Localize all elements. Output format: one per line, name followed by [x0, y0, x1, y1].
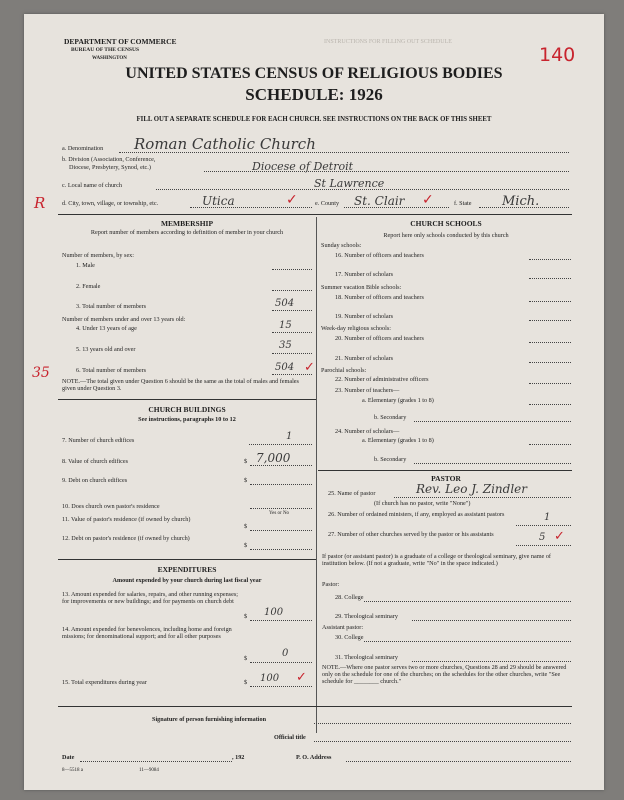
q20-label: 20. Number of officers and teachers: [335, 335, 424, 342]
q17-line: [529, 278, 571, 279]
q22-label: 22. Number of administrative officers: [335, 376, 429, 383]
q6-check: ✓: [304, 360, 315, 375]
buildings-divider: [58, 399, 316, 400]
q23-label: 23. Number of teachers—: [335, 387, 400, 394]
q25-value: Rev. Leo J. Zindler: [416, 482, 527, 496]
q5-value: 35: [279, 340, 292, 351]
q9-dollar: $: [244, 477, 248, 484]
q21-line: [529, 362, 571, 363]
q1-label: 1. Male: [76, 262, 95, 269]
signature-line: [314, 723, 571, 724]
schools-intro: Report here only schools conducted by this church: [383, 232, 509, 239]
census-form-sheet: [24, 14, 604, 790]
q15-value: 100: [260, 673, 280, 684]
pastor-title: PASTOR: [431, 474, 461, 483]
pastor-divider: [318, 470, 572, 471]
q13-value: 100: [264, 607, 284, 618]
q27-line: [516, 545, 571, 546]
q13-line: [250, 620, 312, 621]
q11-dollar: $: [244, 523, 248, 530]
q20-line: [529, 342, 571, 343]
q31-label: 31. Theological seminary: [335, 654, 398, 661]
expenditures-divider: [58, 559, 316, 560]
po-address-line: [346, 761, 571, 762]
print-number: 11—9084: [139, 768, 159, 773]
city-value: Utica: [202, 194, 235, 208]
q16-line: [529, 259, 571, 260]
city-check: ✓: [286, 192, 298, 208]
q14-dollar: $: [244, 655, 248, 662]
q23a-label: a. Elementary (grades 1 to 8): [362, 397, 434, 404]
membership-note: NOTE.—The total given under Question 6 should be the same as the total of males and females given under Question 3.: [62, 378, 299, 392]
q15-label: 15. Total expenditures during year: [62, 679, 147, 686]
q18-label: 18. Number of officers and teachers: [335, 294, 424, 301]
members-by-sex: Number of members, by sex:: [62, 252, 134, 259]
division-label-2: Diocese, Presbytery, Synod, etc.): [69, 164, 151, 171]
margin-mark-r: R: [34, 194, 46, 212]
q24a-line: [529, 444, 571, 445]
weekday-heading: Week-day religious schools:: [321, 325, 391, 332]
q27-label: 27. Number of other churches served by the pastor or his assistants: [328, 531, 494, 538]
instruction-line: FILL OUT A SEPARATE SCHEDULE FOR EACH CHURCH. SEE INSTRUCTIONS ON THE BACK OF THIS SHEET: [136, 116, 492, 123]
q5-label: 5. 13 years old and over: [76, 346, 136, 353]
q15-dollar: $: [244, 679, 248, 686]
graduate-note: If pastor (or assistant pastor) is a graduate of a college or theological seminary, give name of institution below. (If not a graduate, write "No" in the space indicated.): [322, 553, 551, 567]
bleed-through-text: INSTRUCTIONS FOR FILLING OUT SCHEDULE: [324, 39, 452, 45]
q13-label: 13. Amount expended for salaries, repairs, and other running expenses; for improvements or new buildings; and for payments on church debt: [62, 591, 238, 605]
q9-label: 9. Debt on church edifices: [62, 477, 128, 484]
q10-line: [250, 508, 312, 509]
q21-label: 21. Number of scholars: [335, 355, 394, 362]
age-heading: Number of members under and over 13 years old:: [62, 316, 186, 323]
form-title: UNITED STATES CENSUS OF RELIGIOUS BODIES: [125, 65, 503, 82]
schools-title: CHURCH SCHOOLS: [410, 219, 482, 228]
q27-value: 5: [539, 532, 546, 543]
q18-line: [529, 301, 571, 302]
q2-label: 2. Female: [76, 283, 101, 290]
q8-label: 8. Value of church edifices: [62, 458, 129, 465]
form-number: 8—5518 a: [62, 768, 83, 773]
official-title-line: [314, 741, 571, 742]
q8-value: 7,000: [256, 451, 291, 465]
official-title-label: Official title: [274, 734, 306, 741]
q14-value: 0: [282, 648, 289, 659]
state-value: Mich.: [502, 194, 540, 209]
q26-label: 26. Number of ordained ministers, if any, employed as assistant pastors: [328, 511, 505, 518]
county-check: ✓: [422, 192, 434, 208]
q3-value: 504: [275, 298, 295, 309]
corner-number: 140: [539, 44, 576, 66]
q1-line: [272, 269, 312, 270]
q23a-line: [529, 404, 571, 405]
q4-label: 4. Under 13 years of age: [76, 325, 137, 332]
membership-intro: Report number of members according to definition of member in your church: [90, 229, 284, 236]
assistant-label: Assistant pastor:: [322, 624, 364, 631]
footer-divider: [58, 706, 572, 707]
sunday-heading: Sunday schools:: [321, 242, 362, 249]
q25-label: 25. Name of pastor: [328, 490, 376, 497]
q7-value: 1: [286, 431, 293, 442]
margin-35: 35: [32, 365, 50, 381]
q26-line: [516, 525, 571, 526]
q26-value: 1: [544, 512, 551, 523]
schedule-title: SCHEDULE: 1926: [245, 85, 383, 104]
division-value: Diocese of Detroit: [252, 160, 354, 173]
q6-label: 6. Total number of members: [76, 367, 147, 374]
city-label: d. City, town, village, or township, etc.: [62, 200, 159, 207]
membership-title: MEMBERSHIP: [160, 219, 214, 228]
buildings-title: CHURCH BUILDINGS: [148, 405, 226, 414]
expenditures-subtitle: Amount expended by your church during last fiscal year: [112, 577, 262, 584]
county-label: e. County: [315, 200, 340, 207]
po-address-label: P. O. Address: [296, 754, 332, 761]
q7-line: [249, 444, 312, 445]
q27-check: ✓: [554, 529, 565, 544]
q24a-label: a. Elementary (grades 1 to 8): [362, 437, 434, 444]
q11-label: 11. Value of pastor's residence (if owned by church): [62, 516, 191, 523]
parochial-heading: Parochial schools:: [321, 367, 367, 374]
q3-line: [272, 310, 312, 311]
q2-line: [272, 290, 312, 291]
q8-line: [250, 465, 312, 466]
q30-label: 30. College: [335, 634, 364, 641]
denomination-label: a. Denomination: [62, 145, 104, 152]
column-divider: [316, 217, 317, 733]
county-value: St. Clair: [354, 194, 405, 208]
pastor-note: NOTE.—Where one pastor serves two or more churches, Questions 28 and 29 should be answered only on the schedule for one of the churches; on the schedules for the other churches, write "See schedule for ________ church.": [322, 664, 567, 685]
date-label: Date: [62, 754, 75, 761]
q12-dollar: $: [244, 542, 248, 549]
q24b-line: [414, 463, 571, 464]
q12-line: [250, 549, 312, 550]
local-name-label: c. Local name of church: [62, 182, 122, 189]
state-label: f. State: [454, 200, 472, 207]
q12-label: 12. Debt on pastor's residence (if owned by church): [62, 535, 190, 542]
q30-line: [364, 641, 571, 642]
bureau-label: BUREAU OF THE CENSUS: [71, 47, 140, 53]
q4-line: [272, 332, 312, 333]
q14-line: [250, 662, 312, 663]
q19-label: 19. Number of scholars: [335, 313, 394, 320]
q14-label: 14. Amount expended for benevolences, including home and foreign missions; for denominational support; and for all other purposes: [62, 626, 232, 640]
date-line: [80, 761, 232, 762]
city-label: WASHINGTON: [92, 56, 127, 61]
summer-heading: Summer vacation Bible schools:: [321, 284, 402, 291]
year-label: , 192: [232, 754, 245, 761]
q8-dollar: $: [244, 458, 248, 465]
q28-label: 28. College: [335, 594, 364, 601]
q29-label: 29. Theological seminary: [335, 613, 398, 620]
q23b-label: b. Secondary: [374, 414, 407, 421]
q29-line: [412, 620, 571, 621]
q9-line: [250, 484, 312, 485]
q16-label: 16. Number of officers and teachers: [335, 252, 424, 259]
q17-label: 17. Number of scholars: [335, 271, 394, 278]
buildings-subtitle: See instructions, paragraphs 10 to 12: [138, 416, 236, 423]
q5-line: [272, 353, 312, 354]
department-label: DEPARTMENT OF COMMERCE: [64, 37, 177, 46]
q15-line: [250, 686, 312, 687]
q7-label: 7. Number of church edifices: [62, 437, 135, 444]
signature-label: Signature of person furnishing information: [152, 716, 267, 723]
expenditures-title: EXPENDITURES: [157, 565, 217, 574]
q25-line: [394, 497, 571, 498]
q4-value: 15: [279, 320, 292, 331]
denomination-value: Roman Catholic Church: [134, 135, 316, 153]
q22-line: [529, 383, 571, 384]
q24-label: 24. Number of scholars—: [335, 428, 400, 435]
header-divider: [58, 214, 572, 215]
q15-check: ✓: [296, 670, 307, 685]
q31-line: [412, 661, 571, 662]
local-name-value: St Lawrence: [314, 177, 385, 190]
q11-line: [250, 530, 312, 531]
yes-no-hint: Yes or No: [269, 511, 290, 516]
q19-line: [529, 320, 571, 321]
q10-label: 10. Does church own pastor's residence: [62, 503, 160, 510]
pastor-label: Pastor:: [322, 581, 340, 588]
q6-value: 504: [275, 362, 295, 373]
division-label: b. Division (Association, Conference,: [62, 156, 156, 163]
q23b-line: [414, 421, 571, 422]
q13-dollar: $: [244, 613, 248, 620]
q25-note: (If church has no pastor, write "None"): [374, 500, 471, 507]
q3-label: 3. Total number of members: [76, 303, 147, 310]
q28-line: [364, 601, 571, 602]
q24b-label: b. Secondary: [374, 456, 407, 463]
